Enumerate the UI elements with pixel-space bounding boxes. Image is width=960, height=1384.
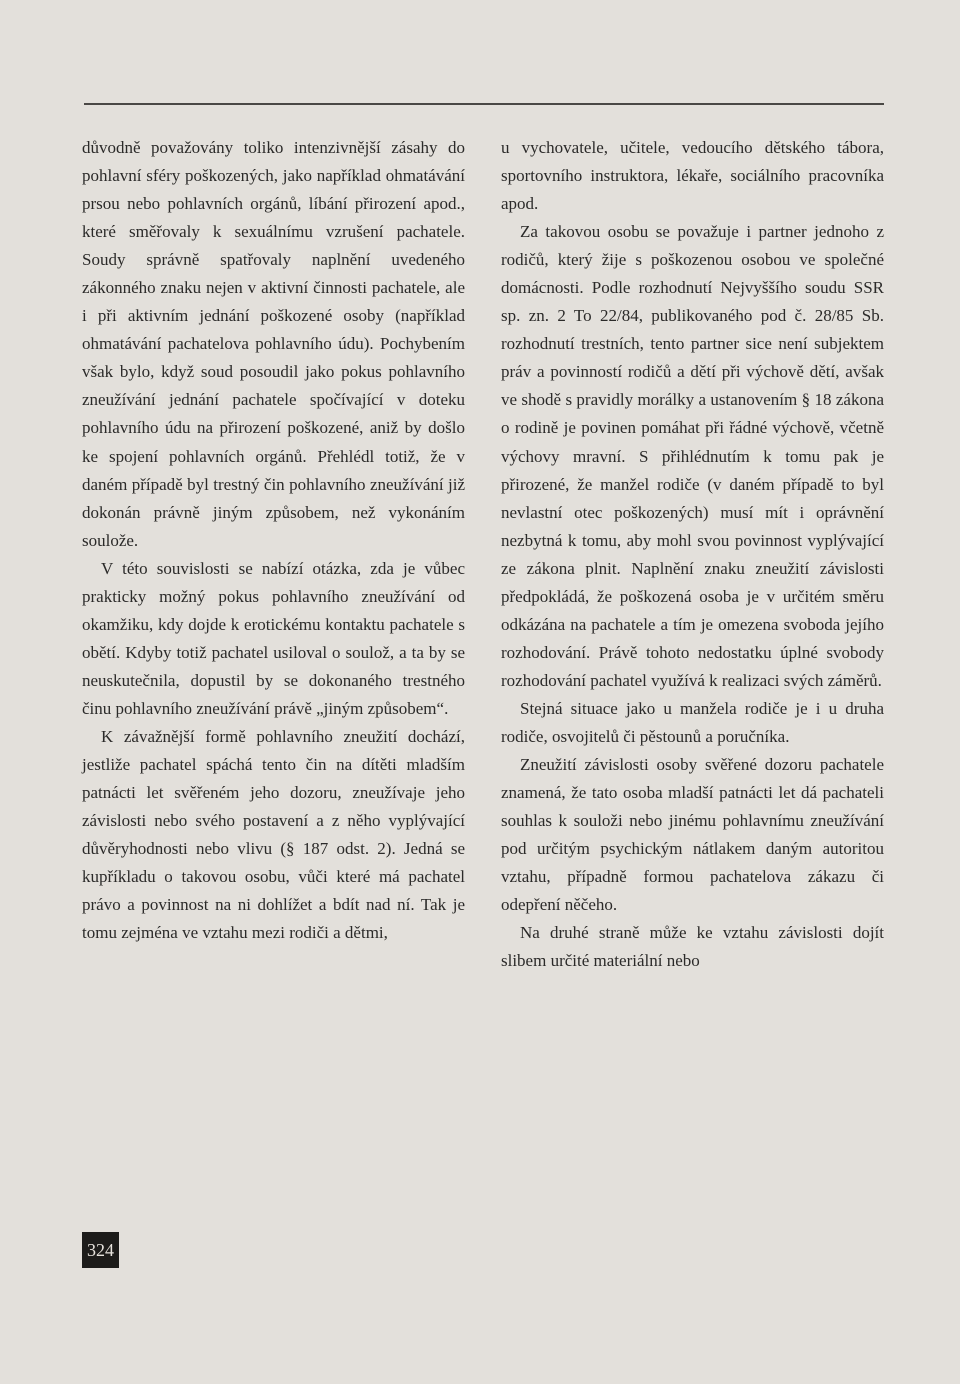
paragraph: Na druhé straně může ke vztahu závislosti dojít slibem určité materiální nebo [501,923,884,971]
left-column [82,134,465,947]
paragraph: Za takovou osobu se považuje i partner jednoho z rodičů, který žije s poškozenou osobou ve společné domácnosti. Podle rozhodnutí Nejvyššího soudu SSR sp. zn. 2 To 22/84, publikovaného pod č. 28/85 Sb. rozhodnutí trestních, tento partner sice není subjektem práv a povinností rodičů a dětí při výchově dětí, avšak ve shodě s pravidly morálky a ustanovením § 18 zákona o rodině je povinen pomáhat při řádné výchově, včetně výchovy mravní. S přihlédnutím k tomu pak je přirozené, že manžel rodiče (v daném případě to byl nevlastní otec poškozených) musí mít i oprávnění nezbytná k tomu, aby mohl svou povinnost vyplývající ze zákona plnit. Naplnění znaku zneužití závislosti předpokládá, že poškozená osoba je v určitém směru odkázána na pachatele a tím je omezena svoboda jejího rozhodování. Právě tohoto nedostatku úplné svobody rozhodování pachatel využívá k realizaci svých záměrů. [501,222,884,690]
top-rule [84,103,884,105]
paragraph: u vychovatele, učitele, vedoucího dětského tábora, sportovního instruktora, lékaře, sociálního pracovníka apod. [501,138,884,214]
page-number: 324 [82,1232,119,1268]
paragraph: K závažnější formě pohlavního zneužití dochází, jestliže pachatel spáchá tento čin na dítěti mladším patnácti let svěřeném jeho dozoru, zneužívaje jeho závislosti nebo svého postavení a z něho vyplývající důvěryhodnosti nebo vlivu (§ 187 odst. 2). Jedná se kupříkladu o takovou osobu, vůči které má pachatel právo a povinnost na ni dohlížet a bdít nad ní. Tak je tomu zejména ve vztahu mezi rodiči a dětmi, [82,726,465,943]
paragraph: důvodně považovány toliko intenzivnější zásahy do pohlavní sféry poškozených, jako například ohmatávání prsou nebo pohlavních orgánů, líbání přirození apod., které směřovaly k sexuálnímu vzrušení pachatele. Soudy správně spatřovaly naplnění uvedeného zákonného znaku nejen v aktivní činnosti pachatele, ale i při aktivním jednání poškozené osoby (například ohmatávání pachatelova pohlavního údu). Pochybením však bylo, když soud posoudil jako pokus pohlavního zneužívání jednání pachatele spočívající v doteku pohlavního údu na přirození poškozené, aniž by došlo ke spojení pohlavních orgánů. Přehlédl totiž, že v daném případě byl trestný čin pohlavního zneužívání již dokonán právně jiným způsobem, než vykonáním soulože. [82,138,465,550]
paragraph: Stejná situace jako u manžela rodiče je i u druha rodiče, osvojitelů či pěstounů a poručníka. [501,698,884,746]
right-column [501,134,884,975]
paragraph: V této souvislosti se nabízí otázka, zda je vůbec prakticky možný pokus pohlavního zneužívání od okamžiku, kdy dojde k erotickému kontaktu pachatele s obětí. Kdyby totiž pachatel usiloval o soulož, a ta by se neuskutečnila, dopustil by se dokonaného trestného činu pohlavního zneužívání právě „jiným způsobem“. [82,558,465,718]
paragraph: Zneužití závislosti osoby svěřené dozoru pachatele znamená, že tato osoba mladší patnácti let dá pachateli souhlas k souloži nebo jinému pohlavnímu zneužívání pod určitým psychickým nátlakem daným autoritou vztahu, případně formou pachatelova zákazu či odepření něčeho. [501,755,884,915]
